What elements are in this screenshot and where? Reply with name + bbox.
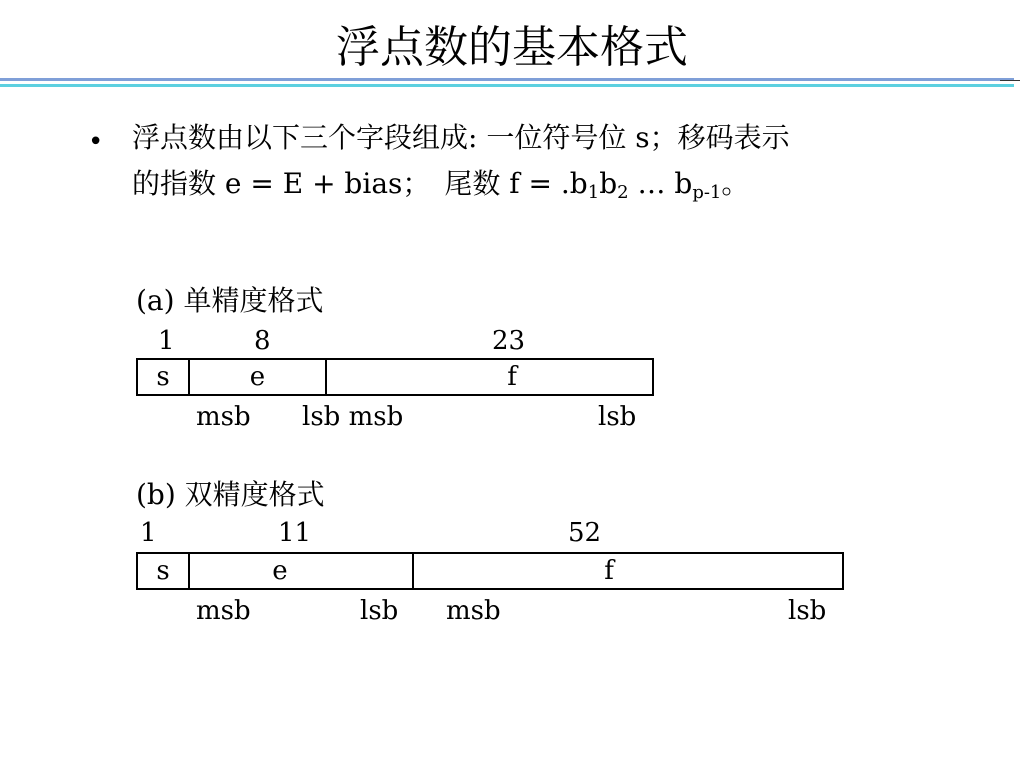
- single-bit-msb-exponent: msb: [196, 402, 251, 432]
- title-underline-cyan: [0, 84, 1014, 87]
- double-bit-msb-fraction: msb: [446, 596, 501, 626]
- double-bit-lsb-fraction: lsb: [788, 596, 827, 626]
- page-title: 浮点数的基本格式: [336, 22, 688, 73]
- title-underline-blue: [0, 78, 1014, 81]
- double-field-sign: s: [156, 556, 170, 586]
- bullet-line2-part2: b: [599, 167, 618, 200]
- single-width-fraction: 23: [492, 326, 526, 356]
- single-field-sign: s: [156, 362, 170, 392]
- double-bit-msb-exponent: msb: [196, 596, 251, 626]
- single-bit-lsb-fraction: lsb: [598, 402, 637, 432]
- single-field-exponent: e: [249, 362, 266, 392]
- double-width-fraction: 52: [568, 518, 602, 548]
- bullet-line2-sub3: p-1: [692, 182, 722, 203]
- single-width-exponent: 8: [254, 326, 271, 356]
- bullet-marker: •: [88, 127, 104, 157]
- single-precision-heading: (a) 单精度格式: [136, 284, 324, 317]
- double-field-exponent: e: [272, 556, 288, 586]
- single-width-sign: 1: [158, 326, 175, 356]
- bullet-line2-end: 。: [721, 167, 750, 200]
- double-precision-heading: (b) 双精度格式: [136, 478, 325, 511]
- double-field-fraction: f: [604, 556, 614, 586]
- double-width-exponent: 11: [278, 518, 312, 548]
- bullet-line2-sub2: 2: [617, 182, 629, 203]
- double-bit-lsb-exponent: lsb: [360, 596, 399, 626]
- single-bit-lsb-msb: lsb msb: [302, 402, 404, 432]
- title-underline-cap: [1000, 80, 1020, 81]
- bullet-text-line-2: [132, 164, 749, 204]
- bullet-text-line-1: 浮点数由以下三个字段组成: 一位符号位 s；移码表示: [132, 121, 790, 154]
- double-width-sign: 1: [140, 518, 157, 548]
- bullet-line2-sub1: 1: [587, 182, 600, 203]
- bullet-line2-part1: 的指数 e = E + bias； 尾数 f = .b: [132, 167, 588, 200]
- single-field-fraction: f: [507, 362, 517, 392]
- bullet-line2-part3: … b: [628, 167, 693, 200]
